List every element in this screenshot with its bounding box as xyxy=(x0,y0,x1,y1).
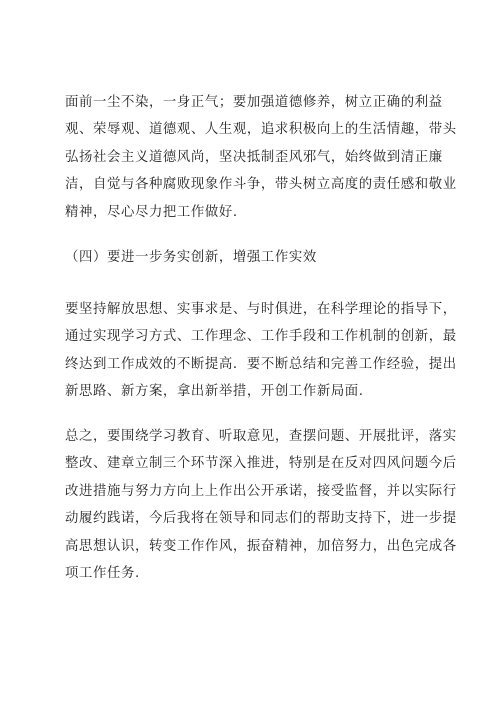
text-line: 总之，要围绕学习教育、听取意见，查摆问题、开展批评，落实 xyxy=(65,429,457,444)
text-line: 精神，尽心尽力把工作做好. xyxy=(65,204,238,220)
text-line: 动履约践诺，今后我将在领导和同志们的帮助支持下，进一步提 xyxy=(65,511,457,527)
text-line: 项工作任务. xyxy=(65,565,140,581)
text-line: 终达到工作成效的不断提高．要不断总结和完善工作经验，提出 xyxy=(65,356,457,372)
paragraph-innovation xyxy=(65,296,457,406)
paragraph-integrity xyxy=(65,89,457,226)
text-line: 整改、建章立制三个环节深入推进，特别是在反对四风问题今后 xyxy=(65,456,457,472)
section-heading-text: （四）要进一步务实创新，增强工作实效 xyxy=(65,250,317,265)
text-line: 弘扬社会主义道德风尚，坚决抵制歪风邪气，始终做到清正廉 xyxy=(65,149,443,165)
text-line: 通过实现学习方式、工作理念、工作手段和工作机制的创新，最 xyxy=(65,329,457,345)
text-line: 高思想认识，转变工作作风，振奋精神，加倍努力，出色完成各 xyxy=(65,538,457,554)
text-line: 洁，自觉与各种腐败现象作斗争，带头树立高度的责任感和敬业 xyxy=(65,177,457,193)
text-line: 面前一尘不染，一身正气；要加强道德修养，树立正确的利益 xyxy=(65,95,443,110)
text-line: 观、荣辱观、道德观、人生观，追求积极向上的生活情趣，带头 xyxy=(65,122,457,138)
text-line: 要坚持解放思想、实事求是、与时俱进，在科学理论的指导下， xyxy=(65,302,457,317)
text-line: 改进措施与努力方向上上作出公开承诺，接受监督，并以实际行 xyxy=(65,483,457,499)
text-line: 新思路、新方案，拿出新举措，开创工作新局面. xyxy=(65,384,364,400)
section-heading xyxy=(65,244,437,271)
paragraph-conclusion xyxy=(65,423,457,587)
